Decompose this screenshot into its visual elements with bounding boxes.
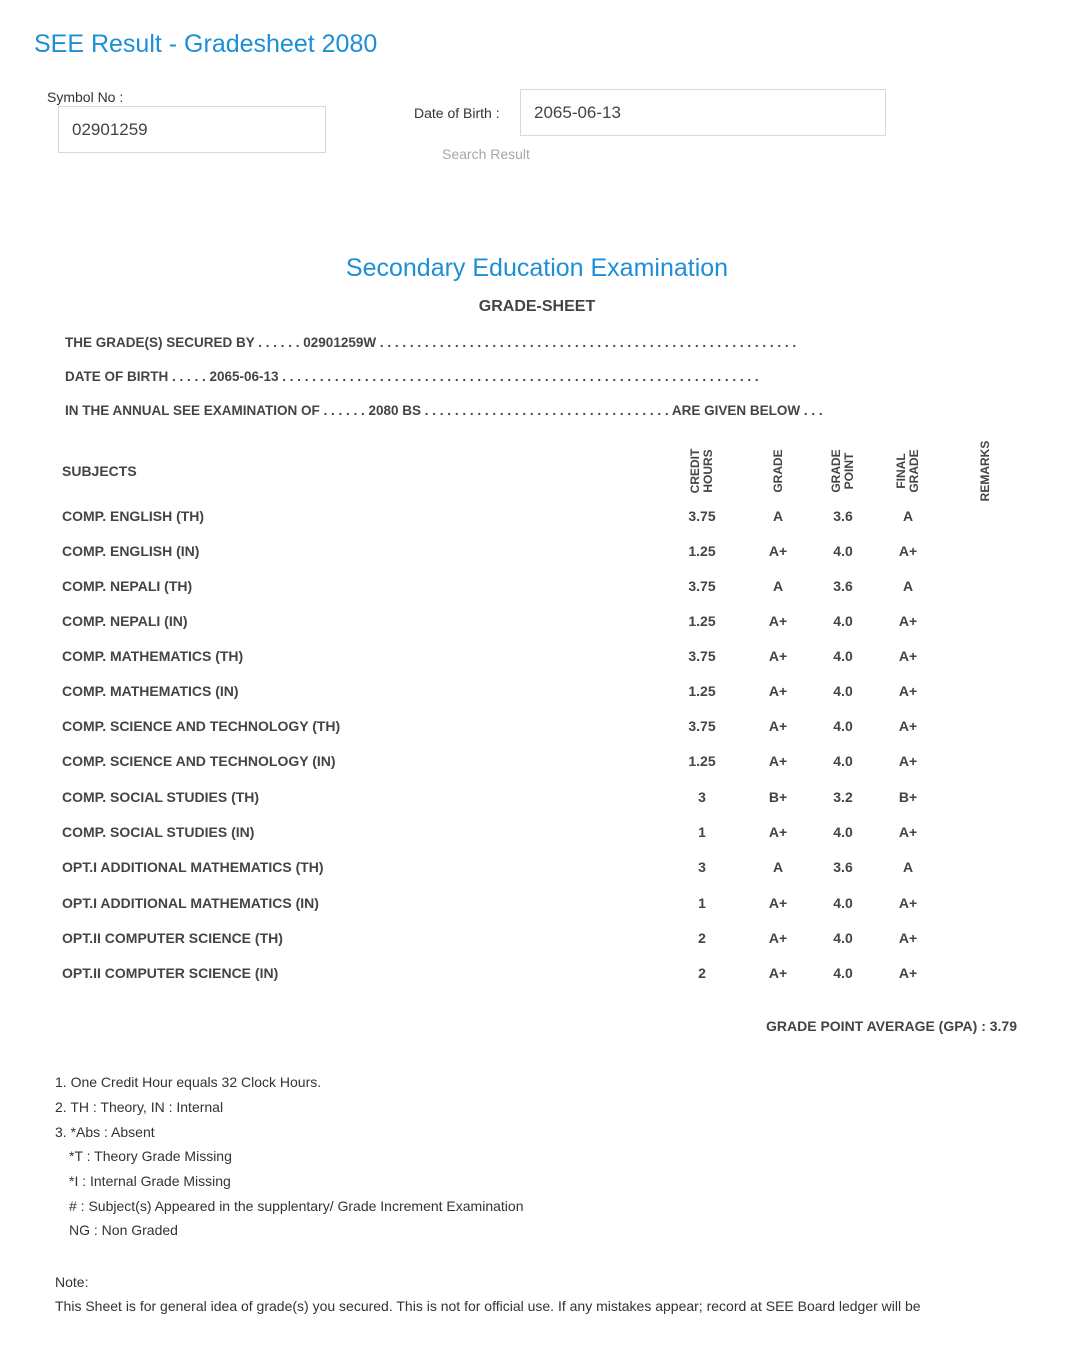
subject-cell: COMP. ENGLISH (TH) [62,508,205,524]
grade-cell: B+ [768,789,788,805]
exam-title: Secondary Education Examination [345,254,729,282]
subject-cell: COMP. SCIENCE AND TECHNOLOGY (IN) [62,753,336,769]
credit-hours-cell: 3 [698,859,706,875]
table-row [0,789,1080,809]
grade-point-cell: 4.0 [833,965,853,981]
gpa-summary: GRADE POINT AVERAGE (GPA) : 3.79 [766,1018,1017,1034]
dob-line: DATE OF BIRTH . . . . . 2065-06-13 . . . . . . . . . . . . . . . . . . . . . . . . . . . . . . . . . . . . . . . . . . . . . . . . . . . . . . . . . . . . . . . . [65,369,759,384]
grade-point-cell: 3.6 [833,578,853,594]
table-row [0,824,1080,844]
grade-cell: A [772,859,784,875]
subject-cell: OPT.II COMPUTER SCIENCE (IN) [62,965,279,981]
credit-hours-cell: 2 [698,965,706,981]
grade-cell: A+ [768,965,788,981]
grade-cell: A+ [768,613,788,629]
final-grade-header-line2: GRADE [907,449,921,493]
credit-hours-cell: 1.25 [688,613,716,629]
page-title: SEE Result - Gradesheet 2080 [34,30,378,58]
credit-hours-cell: 2 [698,930,706,946]
credit-hours-cell: 3.75 [688,718,716,734]
table-row [0,930,1080,950]
grade-point-cell: 4.0 [833,718,853,734]
grade-point-header-line1: GRADE [829,449,843,493]
final-grade-cell: A [902,508,914,524]
grade-cell: A+ [768,753,788,769]
final-grade-cell: A+ [898,648,918,664]
subject-cell: COMP. NEPALI (TH) [62,578,193,594]
final-grade-cell: A+ [898,683,918,699]
credit-hours-cell: 1.25 [688,683,716,699]
subject-cell: OPT.II COMPUTER SCIENCE (TH) [62,930,283,946]
grade-point-cell: 4.0 [833,683,853,699]
grade-cell: A [772,508,784,524]
subject-cell: COMP. NEPALI (IN) [62,613,188,629]
grade-header [748,441,808,501]
grade-point-cell: 4.0 [833,895,853,911]
final-grade-cell: A+ [898,895,918,911]
subject-cell: COMP. ENGLISH (IN) [62,543,200,559]
remarks-header [955,431,1015,511]
subject-cell: COMP. SCIENCE AND TECHNOLOGY (TH) [62,718,341,734]
credit-hours-header-line1: CREDIT [688,448,702,494]
final-grade-cell: A+ [898,824,918,840]
grade-cell: A+ [768,930,788,946]
footnote-3-supplementary: # : Subject(s) Appeared in the supplentary/ Grade Increment Examination [69,1198,524,1214]
footnote-2: 2. TH : Theory, IN : Internal [55,1099,224,1115]
final-grade-cell: A+ [898,965,918,981]
footnote-3-theory-missing: *T : Theory Grade Missing [69,1148,232,1164]
search-result-button[interactable]: Search Result [442,146,530,162]
subject-cell: OPT.I ADDITIONAL MATHEMATICS (IN) [62,895,319,911]
subject-cell: COMP. MATHEMATICS (TH) [62,648,244,664]
footnote-1: 1. One Credit Hour equals 32 Clock Hours. [55,1074,322,1090]
subject-cell: COMP. MATHEMATICS (IN) [62,683,239,699]
credit-hours-cell: 1 [698,824,706,840]
final-grade-cell: A+ [898,753,918,769]
table-row [0,718,1080,738]
credit-hours-cell: 1.25 [688,753,716,769]
dob-input[interactable] [520,89,886,136]
grade-cell: A+ [768,895,788,911]
exam-line: IN THE ANNUAL SEE EXAMINATION OF . . . . . . 2080 BS . . . . . . . . . . . . . . . . . . . . . . . . . . . . . . . . . ARE GIVEN BELOW . . . [65,403,823,418]
credit-hours-cell: 3.75 [688,508,716,524]
grade-cell: A+ [768,543,788,559]
grade-point-cell: 4.0 [833,613,853,629]
final-grade-header-line1: FINAL [894,453,908,489]
grade-header-label: GRADE [770,449,785,493]
credit-hours-cell: 3.75 [688,648,716,664]
final-grade-cell: A+ [898,930,918,946]
final-grade-cell: B+ [898,789,918,805]
grade-cell: A+ [768,683,788,699]
grade-cell: A+ [768,648,788,664]
final-grade-cell: A+ [898,613,918,629]
gradesheet-title: GRADE-SHEET [478,298,596,315]
dob-label: Date of Birth : [414,105,500,121]
footnote-3-non-graded: NG : Non Graded [69,1222,178,1238]
table-row [0,895,1080,915]
grade-point-cell: 4.0 [833,648,853,664]
subject-cell: OPT.I ADDITIONAL MATHEMATICS (TH) [62,859,324,875]
table-row [0,753,1080,773]
footnote-3: 3. *Abs : Absent [55,1124,155,1140]
grade-point-cell: 4.0 [833,753,853,769]
final-grade-cell: A+ [898,543,918,559]
table-row [0,578,1080,598]
symbol-no-input[interactable] [58,106,326,153]
grade-point-cell: 3.2 [833,789,853,805]
grade-point-cell: 3.6 [833,859,853,875]
credit-hours-header [672,441,732,501]
subject-cell: COMP. SOCIAL STUDIES (TH) [62,789,260,805]
remarks-header-label: REMARKS [977,440,992,502]
note-text: This Sheet is for general idea of grade(s) you secured. This is not for official use. If any mistakes appear; record at SEE Board ledger will be [55,1298,921,1314]
table-row [0,508,1080,528]
grade-point-header-line2: POINT [842,452,856,490]
note-label: Note: [55,1274,89,1290]
grade-point-cell: 3.6 [833,508,853,524]
table-row [0,859,1080,879]
final-grade-header [878,441,938,501]
table-row [0,683,1080,703]
credit-hours-header-line2: HOURS [701,449,715,493]
grade-point-cell: 4.0 [833,930,853,946]
subjects-header: SUBJECTS [62,463,137,479]
footnote-3-internal-missing: *I : Internal Grade Missing [69,1173,231,1189]
symbol-no-label: Symbol No : [47,89,124,105]
subject-cell: COMP. SOCIAL STUDIES (IN) [62,824,255,840]
final-grade-cell: A [902,578,914,594]
table-row [0,965,1080,985]
grade-point-cell: 4.0 [833,543,853,559]
table-row [0,648,1080,668]
credit-hours-cell: 3.75 [688,578,716,594]
grade-point-header [813,441,873,501]
credit-hours-cell: 3 [698,789,706,805]
table-row [0,543,1080,563]
secured-by-line: THE GRADE(S) SECURED BY . . . . . . 02901259W . . . . . . . . . . . . . . . . . . . . . . . . . . . . . . . . . . . . . . . . . . . . . . . . . . . . . . . . [65,335,797,350]
table-row [0,613,1080,633]
final-grade-cell: A [902,859,914,875]
grade-cell: A [772,578,784,594]
credit-hours-cell: 1 [698,895,706,911]
final-grade-cell: A+ [898,718,918,734]
credit-hours-cell: 1.25 [688,543,716,559]
grade-point-cell: 4.0 [833,824,853,840]
grade-cell: A+ [768,718,788,734]
grade-cell: A+ [768,824,788,840]
